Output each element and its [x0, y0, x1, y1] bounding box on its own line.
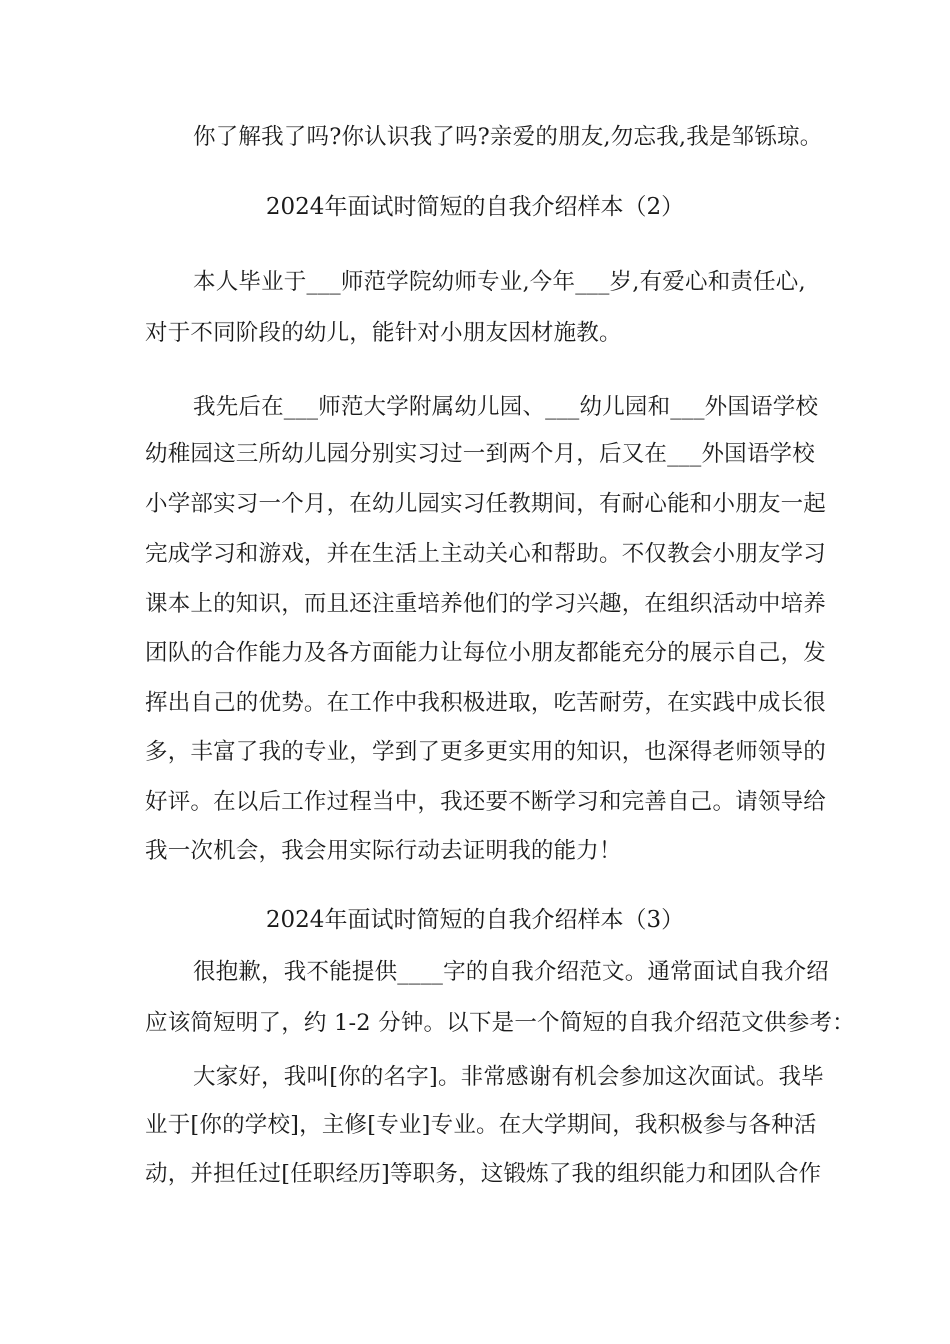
section-2-p2-line-3: 小学部实习一个月，在幼儿园实习任教期间，有耐心能和小朋友一起: [145, 491, 827, 517]
section-2-p2-line-6: 团队的合作能力及各方面能力让每位小朋友都能充分的展示自己，发: [145, 640, 827, 666]
section-3-p2-line-3: 动，并担任过[任职经历]等职务，这锻炼了我的组织能力和团队合作: [145, 1161, 822, 1187]
section-3-p2-line-2: 业于[你的学校]，主修[专业]专业。在大学期间，我积极参与各种活: [145, 1112, 817, 1138]
section-2-p2-line-10: 我一次机会，我会用实际行动去证明我的能力！: [145, 838, 622, 864]
section-3-p1-line-2: 应该简短明了，约 1-2 分钟。以下是一个简短的自我介绍范文供参考：: [145, 1010, 855, 1036]
section-2-p2-line-1: 我先后在___师范大学附属幼儿园、___幼儿园和___外国语学校: [193, 394, 819, 420]
section-2-p1-line-1: 本人毕业于___师范学院幼师专业,今年___岁,有爱心和责任心,: [193, 269, 806, 295]
section-2-p2-line-5: 课本上的知识，而且还注重培养他们的学习兴趣，在组织活动中培养: [145, 591, 827, 617]
section-2-p2-line-2: 幼稚园这三所幼儿园分别实习过一到两个月，后又在___外国语学校: [145, 441, 815, 467]
intro-line-1: 你了解我了吗?你认识我了吗?亲爱的朋友,勿忘我,我是邹铄琼。: [193, 124, 823, 150]
section-3-p1-line-1: 很抱歉，我不能提供____字的自我介绍范文。通常面试自我介绍: [193, 959, 830, 985]
section-2-p2-line-7: 挥出自己的优势。在工作中我积极进取，吃苦耐劳，在实践中成长很: [145, 690, 827, 716]
section-2-title: 2024年面试时简短的自我介绍样本（2）: [265, 194, 685, 220]
section-2-p2-line-4: 完成学习和游戏，并在生活上主动关心和帮助。不仅教会小朋友学习: [145, 541, 827, 567]
section-3-p2-line-1: 大家好，我叫[你的名字]。非常感谢有机会参加这次面试。我毕: [193, 1064, 824, 1090]
section-3-title: 2024年面试时简短的自我介绍样本（3）: [265, 907, 685, 933]
section-2-p2-line-8: 多，丰富了我的专业，学到了更多更实用的知识，也深得老师领导的: [145, 739, 827, 765]
section-2-p2-line-9: 好评。在以后工作过程当中，我还要不断学习和完善自己。请领导给: [145, 789, 827, 815]
section-2-p1-line-2: 对于不同阶段的幼儿，能针对小朋友因材施教。: [145, 320, 622, 346]
